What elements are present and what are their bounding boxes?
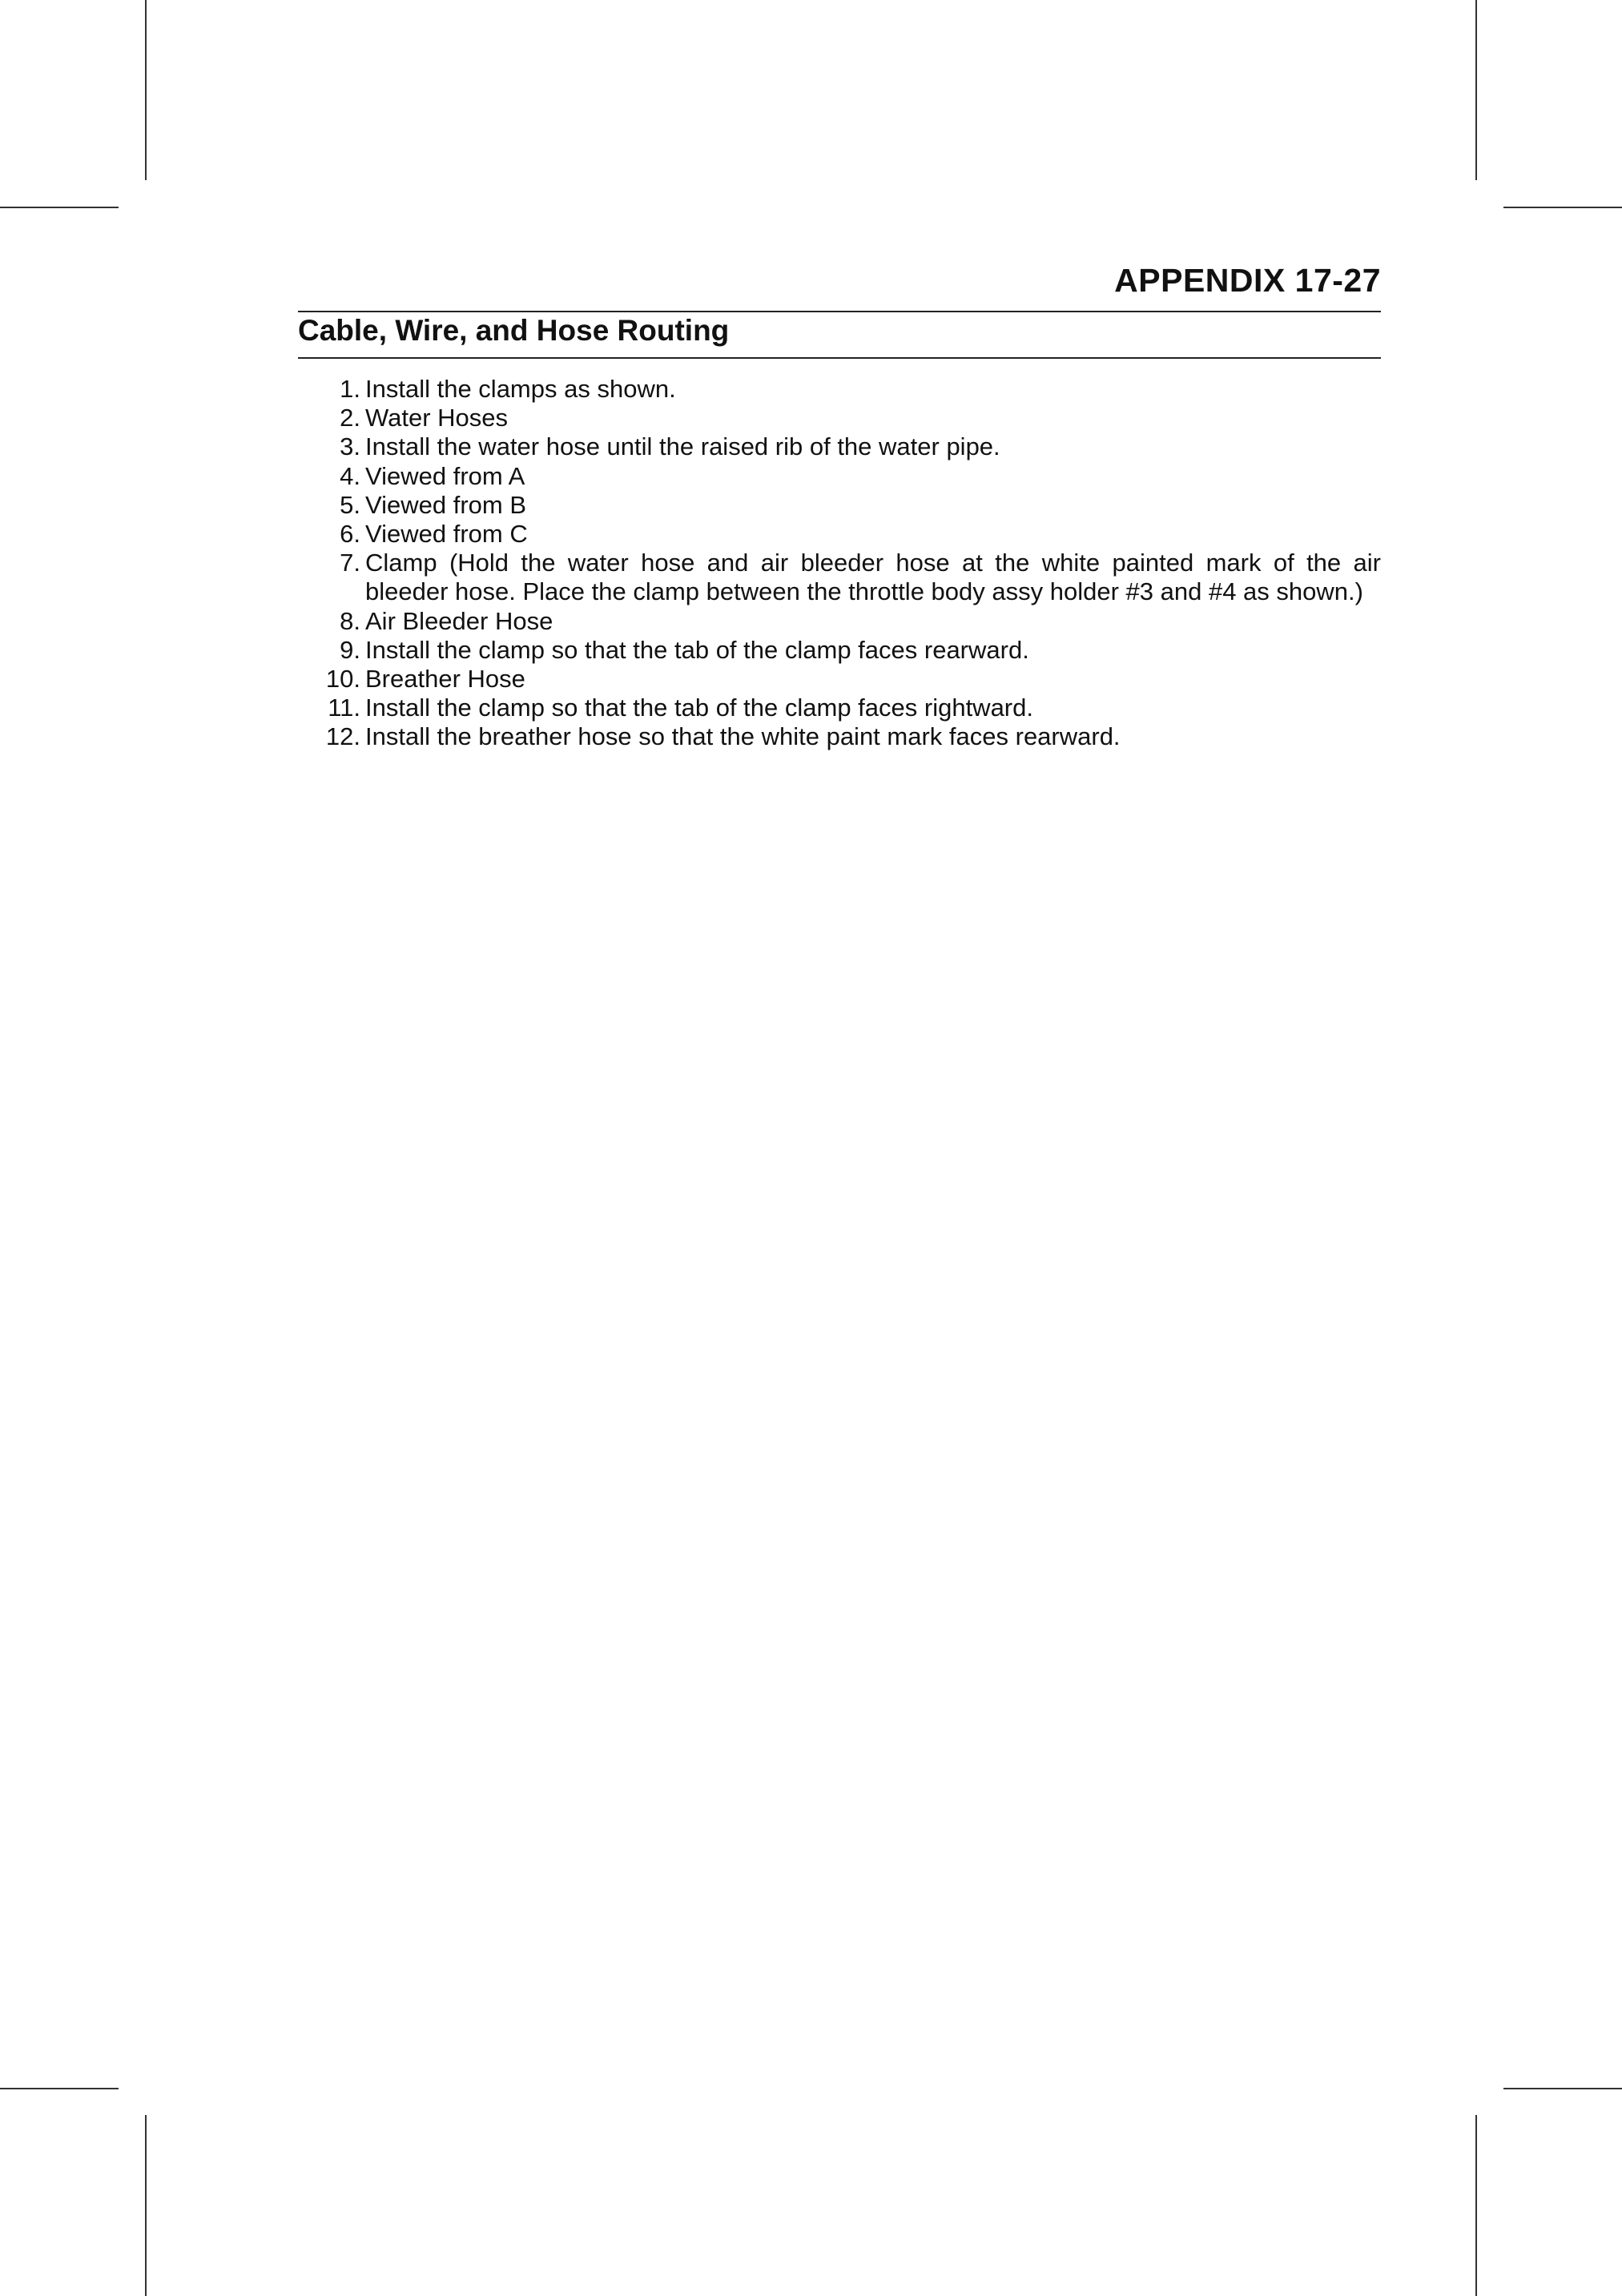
item-number: 6. xyxy=(340,520,360,549)
item-text: Install the water hose until the raised rib of the water pipe. xyxy=(365,432,1000,461)
item-text: Viewed from B xyxy=(365,490,527,519)
header-rule xyxy=(298,311,1381,312)
list-item xyxy=(298,520,1381,549)
page-header-title: APPENDIX 17-27 xyxy=(1114,262,1381,299)
item-text: Install the breather hose so that the white paint mark faces rearward. xyxy=(365,722,1121,751)
list-item xyxy=(298,491,1381,520)
item-number: 12. xyxy=(325,722,360,751)
list-item xyxy=(298,462,1381,491)
item-text: Air Bleeder Hose xyxy=(365,606,553,635)
item-text: Install the clamp so that the tab of the clamp faces rearward. xyxy=(365,635,1029,664)
crop-mark-top-left-vertical xyxy=(145,0,147,180)
item-text: Water Hoses xyxy=(365,404,509,432)
list-item xyxy=(298,665,1381,694)
item-number: 7. xyxy=(340,549,360,577)
item-number: 3. xyxy=(340,432,360,461)
legend-list xyxy=(298,375,1381,752)
crop-mark-bottom-left-vertical xyxy=(145,2115,147,2296)
item-text: Breather Hose xyxy=(365,665,525,694)
item-text: Viewed from C xyxy=(365,520,528,549)
item-number: 11. xyxy=(328,694,360,722)
item-number: 10. xyxy=(325,665,360,694)
crop-mark-bottom-left-horizontal xyxy=(0,2088,119,2089)
item-text: Install the clamp so that the tab of the clamp faces rightward. xyxy=(365,694,1033,722)
crop-mark-top-right-vertical xyxy=(1475,0,1477,180)
item-number: 9. xyxy=(340,635,360,664)
item-number: 5. xyxy=(340,490,360,519)
list-item xyxy=(298,722,1381,751)
item-text: Install the clamps as shown. xyxy=(365,375,676,403)
item-number: 8. xyxy=(340,606,360,635)
item-number: 4. xyxy=(340,461,360,490)
list-item xyxy=(298,432,1381,461)
section-rule xyxy=(298,357,1381,359)
item-text: Viewed from A xyxy=(365,461,525,490)
list-item xyxy=(298,636,1381,665)
list-item xyxy=(298,607,1381,636)
section-title: Cable, Wire, and Hose Routing xyxy=(298,314,730,347)
list-item xyxy=(298,375,1381,404)
list-item xyxy=(298,549,1381,606)
list-item xyxy=(298,404,1381,432)
crop-mark-bottom-right-horizontal xyxy=(1503,2088,1622,2089)
item-number: 2. xyxy=(340,404,360,432)
crop-mark-top-right-horizontal xyxy=(1503,207,1622,208)
crop-mark-top-left-horizontal xyxy=(0,207,119,208)
item-number: 1. xyxy=(340,375,360,403)
list-item xyxy=(298,694,1381,722)
item-text: Clamp (Hold the water hose and air bleeder hose at the white painted mark of the air bleeder hose. Place the clamp between the throttle body assy holder #3 and #4 as shown.) xyxy=(365,549,1381,606)
crop-mark-bottom-right-vertical xyxy=(1475,2115,1477,2296)
